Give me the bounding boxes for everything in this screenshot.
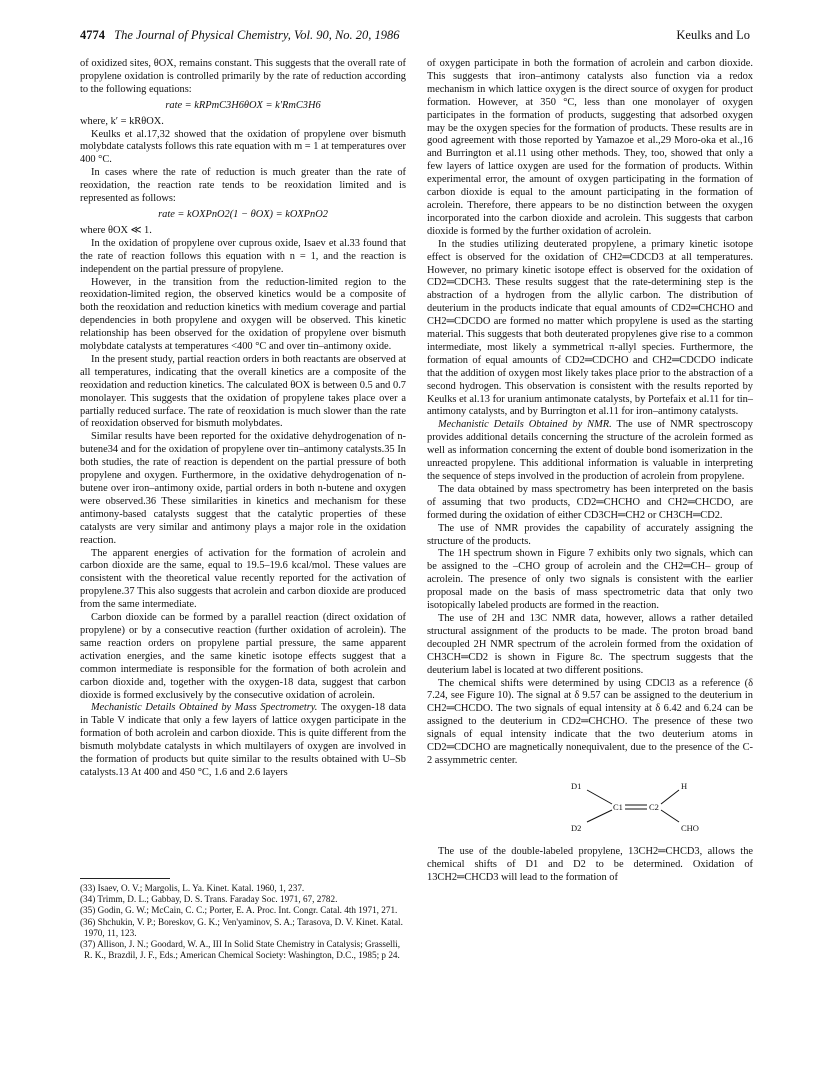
footnote-rule	[80, 878, 170, 879]
footnote: (34) Trimm, D. L.; Gabbay, D. S. Trans. Faraday Soc. 1971, 67, 2782.	[80, 894, 338, 905]
right-paragraph: The use of NMR provides the capability of accurately assigning the structure of the products.	[427, 522, 753, 547]
footnotes	[80, 878, 406, 961]
left-paragraph: In the present study, partial reaction orders in both reactants are observed at all temperatures, indicating that the overall kinetics are a composite of the reoxidation and reduction kinetics. The calculated θOX is between 0.5 and 0.7 monolayer. This suggests that the oxidation of propylene takes place over a partially reduced surface. The rate of reoxidation is much slower than the rate of reoxidation observed for bismuth molybdates.	[80, 353, 406, 430]
right-paragraph: The chemical shifts were determined by using CDCl3 as a reference (δ 7.24, see Figure 10). The signal at δ 9.57 can be assigned to the deuterium in CH2═CHCDO. The two signals of equal intensity at δ 6.42 and 6.24 can be assigned to the deuterium in CD2═CHCHO. The presence of these two signals of equal intensity indicate that the two deuterium atoms in CD2═CDCHO are magnetically nonequivalent, due to the presence of the C-2 assymmetric center.	[427, 677, 753, 766]
footnote: (36) Shchukin, V. P.; Boreskov, G. K.; Ven'yaminov, S. A.; Tarasova, D. V. Kinet. Katal. 1970, 11, 123.	[80, 916, 403, 938]
d1-label: D1	[571, 780, 582, 791]
journal-citation: The Journal of Physical Chemistry, Vol. 90, No. 20, 1986	[114, 28, 400, 42]
right-paragraph: The 1H spectrum shown in Figure 7 exhibits only two signals, which can be assigned to the –CHO group of acrolein and the CH2═CH– group of acrolein. The presence of only two signals is consistent with the earlier proposal made on the basis of mass spectrometric data that only two isotopically labeled products are formed in the reaction.	[427, 548, 753, 612]
left-paragraph: of oxidized sites, θOX, remains constant. This suggests that the overall rate of propylene oxidation is controlled primarily by the rate of reduction according to the following equations:	[80, 58, 406, 95]
c1-label: C1	[613, 801, 623, 812]
right-paragraph: The data obtained by mass spectrometry has been interpreted on the basis of assuming that two products, CD2═CHCHO and CH2═CHCDO, are formed during the oxidation of either CD3CH═CH2 or CH3CH═CD2.	[427, 483, 753, 521]
left-column	[80, 58, 406, 780]
left-paragraph: Carbon dioxide can be formed by a parallel reaction (direct oxidation of propylene) or by a consecutive reaction (further oxidation of acrolein). The same reaction orders on propylene partial pressure, the same apparent activation energies, and the same kinetic isotope effects suggest that a common intermediate is responsible for the formation of both acrolein and carbon dioxide and, together with the oxygen-18 data, suggest that carbon dioxide is formed exclusively by the consecutive oxidation of acrolein.	[80, 612, 406, 701]
footnote: (35) Godin, G. W.; McCain, C. C.; Porter, E. A. Proc. Int. Congr. Catal. 4th 1971, 271.	[80, 905, 398, 916]
right-paragraph: The use of 2H and 13C NMR data, however, allows a rather detailed structural assignment of the products to be made. The proton broad band decoupled 2H NMR spectrum of the acrolein formed from the oxidation of CH3CH═CD2 is shown in Figure 8c. The spectrum suggests that the deuterium label is located at two different positions.	[427, 612, 753, 676]
running-header	[80, 28, 750, 46]
equation: rate = kOXPnO2(1 − θOX) = kOXPnO2	[158, 208, 328, 220]
cho-label: CHO	[681, 822, 699, 833]
section-run-in-heading: Mechanistic Details Obtained by NMR.	[438, 419, 612, 431]
left-paragraph: In the oxidation of propylene over cuprous oxide, Isaev et al.33 found that the rate of reaction follows this equation with n = 1, and the reaction is independent on the partial pressure of propylene.	[80, 237, 406, 275]
right-paragraph: In the studies utilizing deuterated propylene, a primary kinetic isotope effect is observed for the oxidation of CH2═CDCD3 at all temperatures. However, no primary kinetic isotope effect is observed for the oxidation of CD2═CDCH3. These results suggest that the rate-determining step is the abstraction of a hydrogen from the allylic carbon. The distribution of deuterium in the products indicate that equal amounts of CD2═CHCHO and CH2═CDCDO are formed no matter which propylene is used as the starting material. This suggests that both deuterated propylenes give rise to a common intermediate, most likely a symmetrical π-allyl species. Furthermore, the formation of equal amounts of CD2═CDCHO and CH2═CDCDO indicate that the addition of oxygen most likely takes place prior to the abstraction of a second hydrogen. This observation is consistent with the results reported by Keulks et al.13 for uranium antimonate catalysts, by Portefaix et al.11 for tin–antimony catalysts, and by Burrington et al.11 for iron–antimony catalysts.	[427, 238, 753, 418]
equation: rate = kRPmC3H6θOX = k′RmC3H6	[165, 99, 321, 111]
h-label: H	[681, 780, 688, 791]
right-paragraph: The use of the double-labeled propylene, 13CH2═CHCD3, allows the chemical shifts of D1 and D2 to be determined. Oxidation of 13CH2═CHCD3 will lead to the formation of	[427, 845, 753, 883]
left-paragraph: Similar results have been reported for the oxidative dehydrogenation of n-butene34 and for the oxidation of propylene over tin–antimony catalysts.35 In both studies, the rate of reaction is dependent on the partial pressure of both propylene and oxygen. Furthermore, in the oxidative dehydrogenation of n-butene over iron–antimony oxide, partial orders in both n-butene and oxygen were observed.36 These similarities in kinetics and mechanism for these antimony-based catalysts suggest that the catalytic properties of these catalysts are very similar and antimony plays a major role in the oxidation reaction.	[80, 431, 406, 546]
acrolein-structure-diagram	[567, 776, 717, 838]
right-column	[427, 58, 753, 885]
d2-label: D2	[571, 822, 582, 833]
left-paragraph: In cases where the rate of reduction is much greater than the rate of reoxidation, the reaction rate tends to be reoxidation limited and is represented as follows:	[80, 167, 406, 205]
footnote: (33) Isaev, O. V.; Margolis, L. Ya. Kinet. Katal. 1960, 1, 237.	[80, 883, 305, 893]
left-paragraph: However, in the transition from the reduction-limited region to the reoxidation-limited region, the observed kinetics would be a composite of both the reoxidation and reduction kinetics with medium coverage and partial dependencies in both propylene and oxygen will be observed. This kinetic relationship has been observed for the oxidation of propylene over bismuth molybdate catalysts at temperatures <400 °C and over tin–antimony oxide.	[80, 276, 406, 353]
right-paragraph: Mechanistic Details Obtained by NMR. The use of NMR spectroscopy provides additional details concerning the structure of the acrolein formed as well as information concerning the extent of double bond isomerization in the unreacted propylene. This additional information is valuable in interpreting the sequence of steps involved in the production of acrolein from propylene.	[427, 419, 753, 482]
left-paragraph: where, k′ = kRθOX.	[80, 115, 164, 127]
right-paragraph: of oxygen participate in both the formation of acrolein and carbon dioxide. This suggests that iron–antimony catalysts also function via a redox mechanism in which lattice oxygen is the direct source of oxygen for product formation. However, at 350 °C, less than one monolayer of oxygen participates in the formation of products, suggesting that adsorbed oxygen may be the oxygen species for the formation of products. These results are in good agreement with those reported by Yamazoe et al.,29 Moro-oka et al.,16 and Burrington et al.11 using other methods. They, too, showed that only a few layers of lattice oxygen are used for the formation of products. Within experimental error, the amount of oxygen participating in the formation of carbon dioxide is equal to the amount participating in the formation of acrolein. Therefore, there appears to be no distinction between the oxygen incorporated into the carbon dioxide and acrolein. This suggests that carbon dioxide is formed by the further oxidation of acrolein.	[427, 58, 753, 237]
footnote: (37) Allison, J. N.; Goodard, W. A., III In Solid State Chemistry in Catalysis; Grasselli, R. K., Brazdil, J. F., Eds.; American Chemical Society: Washington, D.C., 1985; p 24.	[80, 939, 401, 961]
left-paragraph: where θOX ≪ 1.	[80, 224, 152, 236]
left-paragraph: The apparent energies of activation for the formation of acrolein and carbon dioxide are the same, equal to 19.5–19.6 kcal/mol. These values are consistent with the theoretical value recently reported for the activation of propylene.37 This also suggests that acrolein and carbon dioxide are produced from the same intermediate.	[80, 547, 406, 611]
running-authors: Keulks and Lo	[676, 28, 750, 42]
left-paragraph: Mechanistic Details Obtained by Mass Spectrometry. The oxygen-18 data in Table V indicate that only a few layers of lattice oxygen participate in the formation of both acrolein and carbon dioxide. This is quite different from the bismuth molybdate catalysts in which multilayers of oxygen are involved in the formation of products but quite similar to the results obtained with U–Sb catalysts.13 At 400 and 450 °C, 1.6 and 2.6 layers	[80, 702, 406, 778]
c2-label: C2	[649, 801, 659, 812]
section-run-in-heading: Mechanistic Details Obtained by Mass Spectrometry.	[91, 702, 318, 714]
page-number: 4774	[80, 28, 105, 42]
left-paragraph: Keulks et al.17,32 showed that the oxidation of propylene over bismuth molybdate catalysts follows this rate equation with m = 1 at temperatures over 400 °C.	[80, 128, 406, 166]
